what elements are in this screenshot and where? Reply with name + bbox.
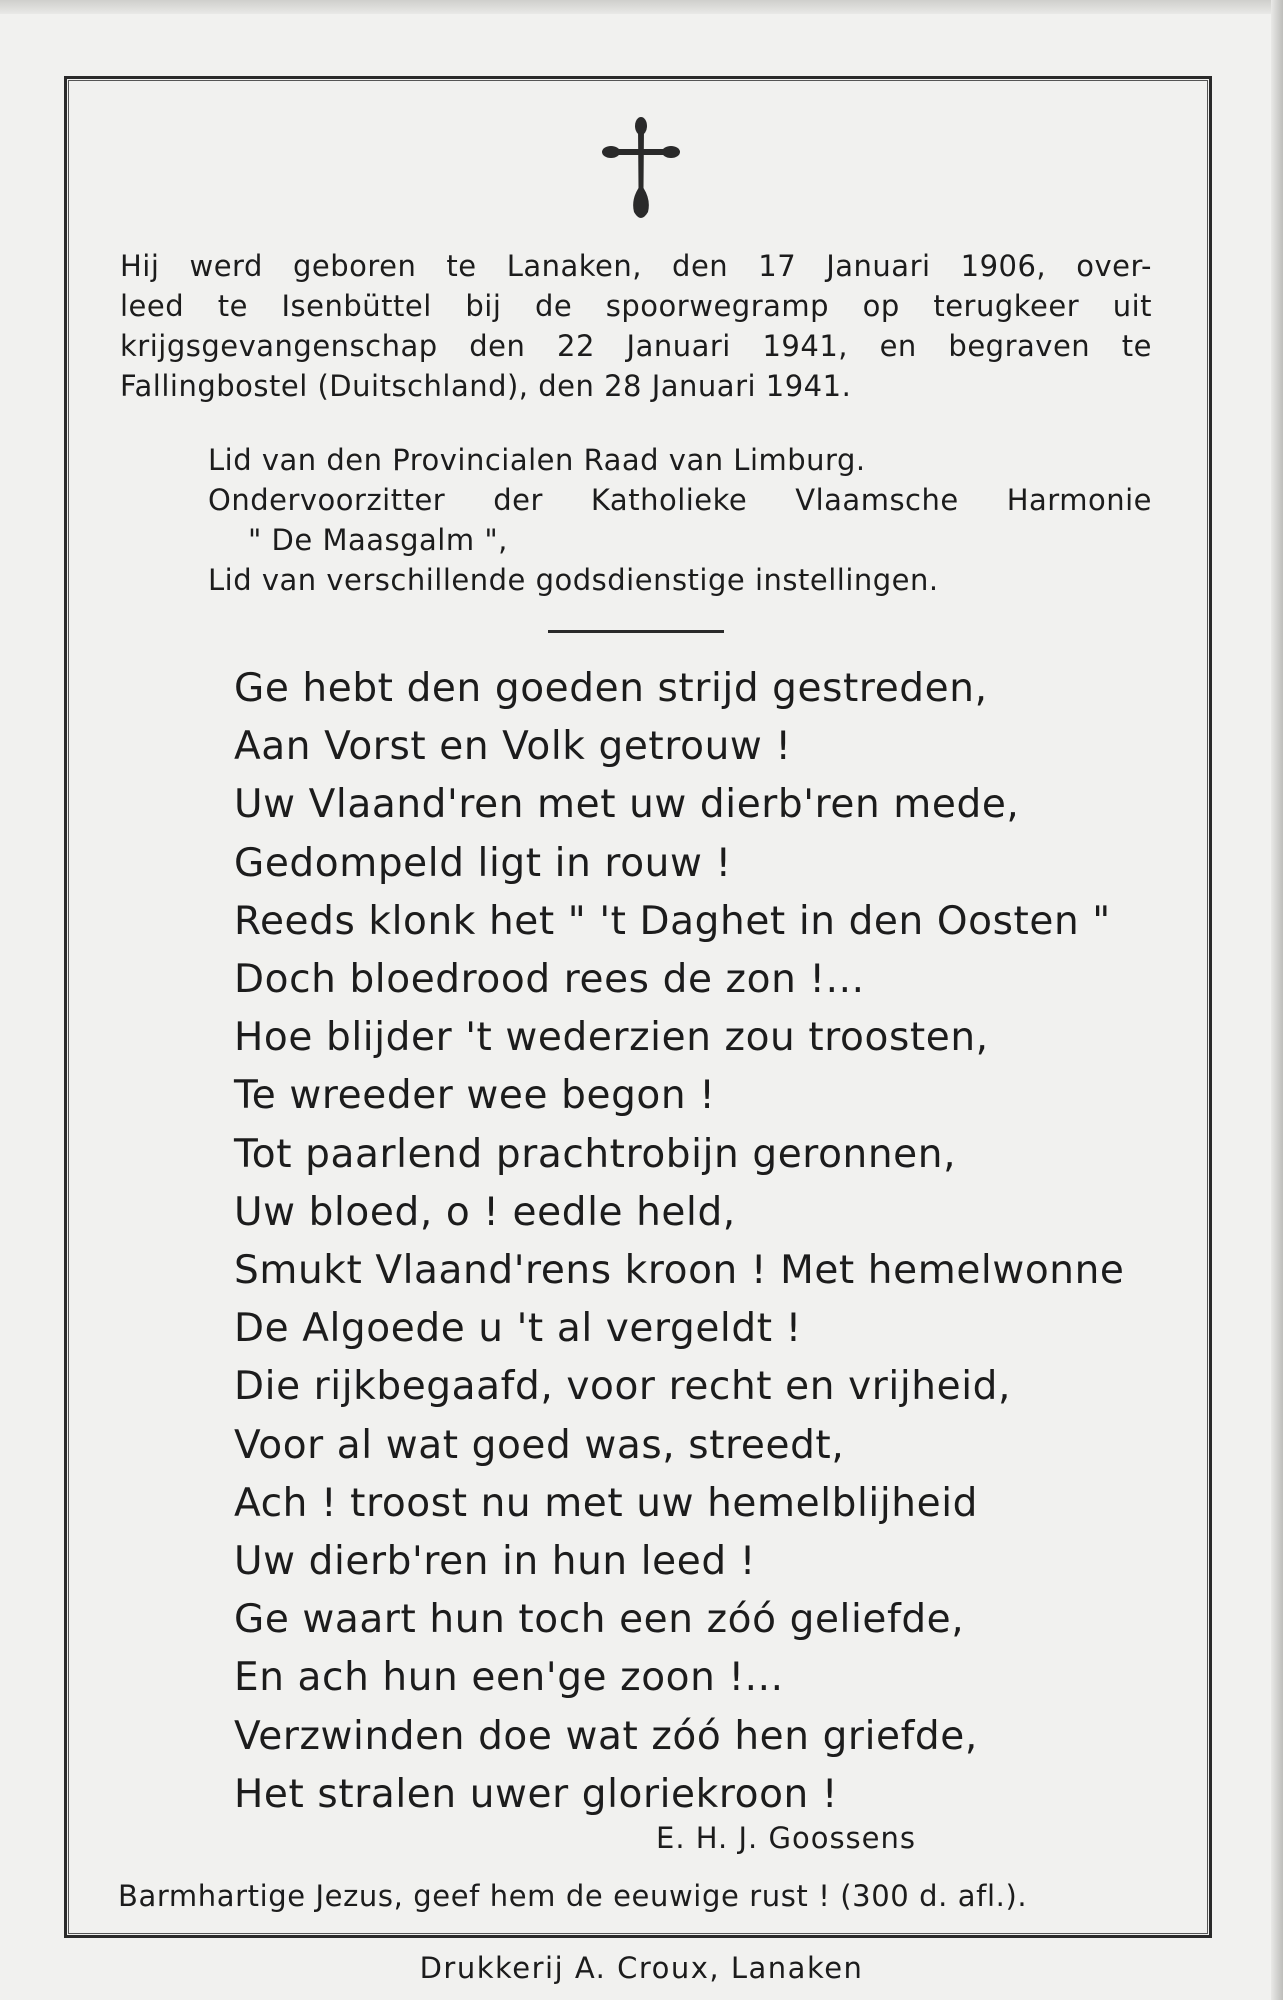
card-right-edge [1271, 0, 1283, 2000]
biography-line: leed te Isenbüttel bij de spoorwegramp op terugkeer uit [120, 289, 1152, 323]
roles-list [208, 440, 1152, 600]
poem-line: De Algoede u 't al vergeldt ! [234, 1306, 802, 1352]
poem-line: Gedompeld ligt in rouw ! [234, 840, 732, 886]
section-divider [548, 630, 724, 633]
poem-line: Die rijkbegaafd, voor recht en vrijheid, [234, 1364, 1011, 1410]
poem-line: Hoe blijder 't wederzien zou troosten, [234, 1015, 989, 1061]
biography-line: Fallingbostel (Duitschland), den 28 Januari 1941. [120, 369, 852, 403]
role-line: Lid van den Provincialen Raad van Limburg. [208, 443, 866, 477]
poem-line: Voor al wat goed was, streedt, [234, 1422, 845, 1468]
poem-line: Het stralen uwer gloriekroon ! [234, 1771, 839, 1817]
memorial-poem [234, 660, 1134, 1824]
poem-line: En ach hun een'ge zoon !... [234, 1655, 784, 1701]
biography-line: krijgsgevangenschap den 22 Januari 1941, en begraven te [120, 329, 1152, 363]
role-line: " De Maasgalm ", [248, 523, 508, 557]
poem-line: Verzwinden doe wat zóó hen griefde, [234, 1713, 978, 1759]
card-top-edge [0, 0, 1283, 14]
poem-line: Tot paarlend prachtrobijn geronnen, [234, 1131, 957, 1177]
poem-line: Uw bloed, o ! eedle held, [234, 1189, 736, 1235]
cross-icon [601, 114, 681, 226]
poem-line: Ge hebt den goeden strijd gestreden, [234, 666, 988, 711]
poem-line: Doch bloedrood rees de zon !... [234, 957, 865, 1003]
poem-line: Ge waart hun toch een zóó geliefde, [234, 1597, 965, 1643]
poem-line: Uw Vlaand'ren met uw dierb'ren mede, [234, 782, 1020, 828]
poem-line: Aan Vorst en Volk getrouw ! [234, 724, 792, 770]
biography-paragraph [120, 246, 1152, 406]
role-line: Lid van verschillende godsdienstige instellingen. [208, 563, 939, 597]
biography-line: Hij werd geboren te Lanaken, den 17 Januari 1906, over- [120, 249, 1152, 283]
poem-line: Te wreeder wee begon ! [234, 1073, 716, 1119]
poem-line: Smukt Vlaand'rens kroon ! Met hemelwonne [234, 1248, 1125, 1294]
closing-prayer: Barmhartige Jezus, geef hem de eeuwige rust ! (300 d. afl.). [118, 1879, 1028, 1913]
poem-author: E. H. J. Goossens [656, 1821, 916, 1855]
printer-imprint: Drukkerij A. Croux, Lanaken [419, 1951, 864, 1985]
poem-line: Ach ! troost nu met uw hemelblijheid [234, 1480, 978, 1526]
role-line: Ondervoorzitter der Katholieke Vlaamsche Harmonie [208, 483, 1152, 517]
poem-line: Uw dierb'ren in hun leed ! [234, 1539, 756, 1585]
poem-line: Reeds klonk het " 't Daghet in den Oosten " [234, 898, 1111, 944]
